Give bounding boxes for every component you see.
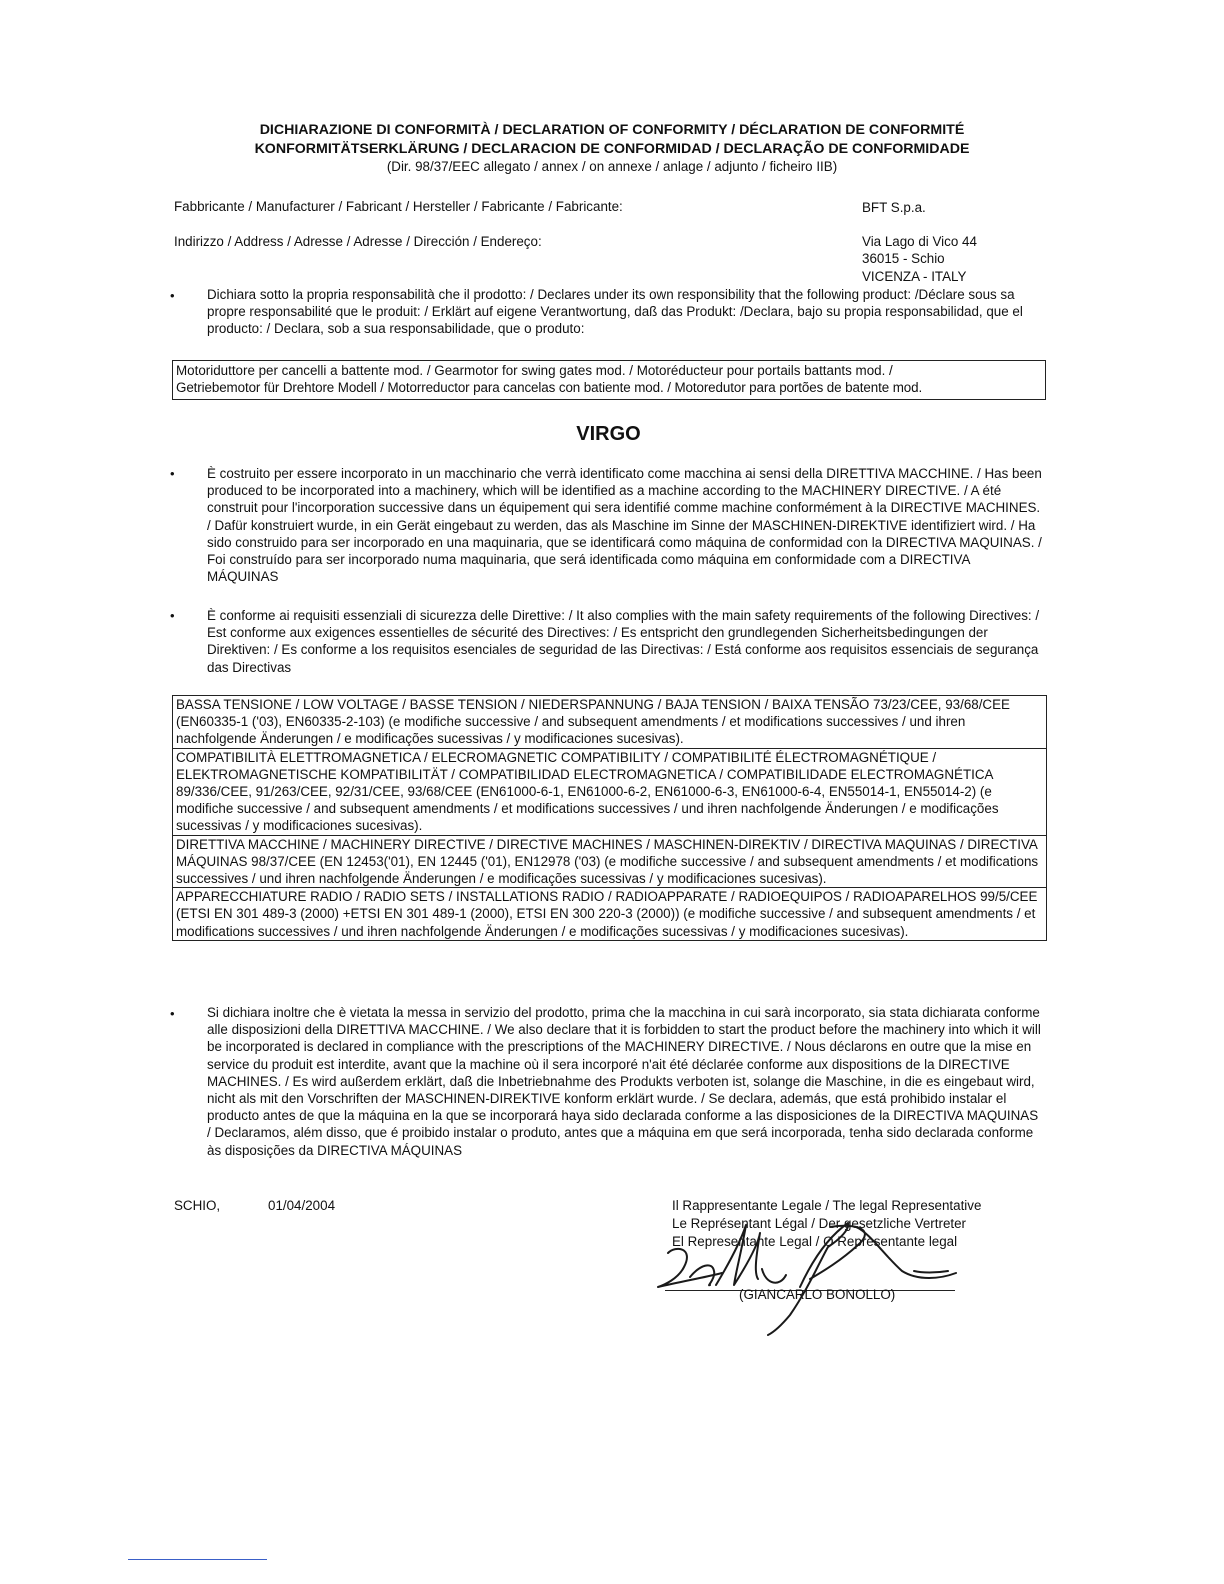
signer-name: (GIANCARLO BONOLLO) — [739, 1287, 896, 1302]
bottom-rule — [128, 1559, 267, 1560]
title-line-2: KONFORMITÄTSERKLÄRUNG / DECLARACION DE CONFORMIDAD / DECLARAÇÃO DE CONFORMIDADE — [254, 141, 970, 157]
directives-table — [172, 695, 1047, 941]
manufacturer-label: Fabbricante / Manufacturer / Fabricant / Hersteller / Fabricante / Fabricante: — [174, 199, 623, 214]
bullet: • — [170, 466, 175, 481]
title-line-1: DICHIARAZIONE DI CONFORMITÀ / DECLARATION OF CONFORMITY / DÉCLARATION DE CONFORMITÉ — [259, 122, 965, 138]
manufacturer-value: BFT S.p.a. — [862, 200, 926, 215]
signature-stroke — [856, 1227, 956, 1278]
title-line-3: (Dir. 98/37/EEC allegato / annex / on annexe / anlage / adjunto / ficheiro IIB) — [386, 159, 838, 174]
directive-low-voltage: BASSA TENSIONE / LOW VOLTAGE / BASSE TENSION / NIEDERSPANNUNG / BAJA TENSION / BAIXA TENSÃO 73/23/CEE, 93/68/CEE (EN60335-1 ('03), EN60335-2-103) (e modifiche successive / and subsequent amendments / et modifications successives / und ihren nachfolgende Änderungen / e modificações sucessivas / y modificaciones sucesivas). — [173, 696, 1046, 749]
date: 01/04/2004 — [268, 1198, 336, 1213]
complies-paragraph: È conforme ai requisiti essenziali di sicurezza delle Direttive: / It also complies with the main safety requirements of the following Directives: / Est conforme aux exigences essentielles de sécurité des Directives: / Es entspricht den grundlegenden Sicherheitsbedingungen der Direktiven: / Es conforme a los requisitos esenciales de seguridad de las Directivas: / Está conforme aos requisitos essenciais de segurança das Directivas — [207, 608, 1040, 675]
representative-line-3: El Representante Legal / O Representante legal — [672, 1234, 958, 1249]
address-line-1: Via Lago di Vico 44 — [862, 234, 977, 249]
directive-radio: APPARECCHIATURE RADIO / RADIO SETS / INSTALLATIONS RADIO / RADIOAPPARATE / RADIOEQUIPOS / RADIOAPARELHOS 99/5/CEE (ETSI EN 301 489-3 (2000) +ETSI EN 301 489-1 (2000), ETSI EN 300 220-3 (2000)) (e modifiche successive / and subsequent amendments / et modifications successives / und ihren nachfolgende Änderungen / e modificações sucessivas / y modificaciones sucesivas). — [176, 889, 1038, 939]
representative-line-2: Le Représentant Légal / Der gesetzliche Vertreter — [672, 1216, 967, 1231]
address-label: Indirizzo / Address / Adresse / Adresse / Dirección / Endereço: — [174, 234, 542, 249]
product-line-2: Getriebemotor für Drehtore Modell / Motorreductor para cancelas con batiente mod. / Motoredutor para portões de batente mod. — [176, 380, 923, 396]
product-line-1: Motoriduttore per cancelli a battente mod. / Gearmotor for swing gates mod. / Motoréducteur pour portails battants mod. / — [176, 363, 893, 378]
representative-line-1: Il Rappresentante Legale / The legal Representative — [672, 1198, 982, 1213]
prohibition-paragraph: Si dichiara inoltre che è vietata la messa in servizio del prodotto, prima che la macchina in cui sarà incorporato, sia stata dichiarata conforme alle disposizioni della DIRETTIVA MACCHINE. / We also declare that it is forbidden to start the product before the machinery into which it will be incorporated is declared in compliance with the prescriptions of the MACHINERY DIRECTIVE. / Nous déclarons en outre que la mise en service du produit est interdite, avant que la machine où il sera incorporé n'ait été déclarée conforme aux dispositions de la DIRECTIVE MACHINES. / Es wird außerdem erklärt, daß die Inbetriebnahme des Produkts verboten ist, solange die Maschine, in die es eingebaut wird, nicht als mit den Vorschriften der MASCHINEN-DIREKTIVE konform erklärt wurde. / Se declara, además, que está prohibido instalar el producto antes de que la máquina en la que se incorporará haya sido declarada conforme a las disposiciones de la DIRECTIVA MAQUINAS / Declaramos, além disso, que é proibido instalar o produto, antes que a máquina em que será incorporada, tenha sido declarada conforme às disposições da DIRECTIVA MÁQUINAS — [207, 1005, 1041, 1158]
model-name: VIRGO — [576, 423, 641, 445]
address-line-3: VICENZA - ITALY — [862, 269, 967, 284]
bullet: • — [170, 288, 175, 303]
signature-stroke — [762, 1269, 786, 1283]
address-line-2: 36015 - Schio — [862, 251, 945, 266]
directive-machinery: DIRETTIVA MACCHINE / MACHINERY DIRECTIVE / DIRECTIVE MACHINES / MASCHINEN-DIREKTIV / DIRECTIVA MAQUINAS / DIRECTIVA MÁQUINAS 98/37/CEE (EN 12453('01), EN 12445 ('01), EN12978 ('03) (e modifiche successive / and subsequent amendments / et modifications successives / und ihren nachfolgende Änderungen / e modificações sucessivas / y modificaciones sucesivas). — [173, 836, 1046, 889]
declares-paragraph: Dichiara sotto la propria responsabilità che il prodotto: / Declares under its own responsibility that the following product: /Déclare sous sa propre responsabilité que le produit: / Erklärt auf eigene Verantwortung, daß das Produkt: /Declara, bajo su propia responsabilidad, que el producto: / Declara, sob a sua responsabilidade, que o produto: — [207, 287, 1023, 337]
directive-emc: COMPATIBILITÀ ELETTROMAGNETICA / ELECROMAGNETIC COMPATIBILITY / COMPATIBILITÉ ÉLECTROMAGNÉTIQUE / ELEKTROMAGNETISCHE KOMPATIBILITÄT / COMPATIBILIDAD ELECTROMAGNETICA / COMPATIBILIDADE ELECTROMAGNÉTICA 89/336/CEE, 91/263/CEE, 92/31/CEE, 93/68/CEE (EN61000-6-1, EN61000-6-2, EN61000-6-3, EN61000-6-4, EN55014-1, EN55014-2) (e modifiche successive / and subsequent amendments / et modifications successives / und ihren nachfolgende Änderungen / e modificações sucessivas / y modificaciones sucesivas). — [173, 749, 1046, 836]
signature-stroke — [716, 1225, 760, 1285]
machinery-paragraph: È costruito per essere incorporato in un macchinario che verrà identificato come macchina ai sensi della DIRETTIVA MACCHINE. / Has been produced to be incorporated into a machinery, which will be identified as a machine according to the MACHINERY DIRECTIVE. / A été construit pour l'incorporation successive dans un équipement qui sera identifié comme machine conformément à la DIRECTIVE MACHINES. / Dafür konstruiert wurde, in ein Gerät eingebaut zu werden, das als Maschine im Sinne der MASCHINEN-DIREKTIVE identifiziert wird. / Ha sido construido para ser incorporado en una maquinaria, que se identificará como máquina de conformidad con la DIRECTIVA MAQUINAS. / Foi construído para ser incorporado numa maquinaria, que será identificada como máquina em conformidade com a DIRECTIVA MÁQUINAS — [207, 466, 1042, 585]
signature — [650, 1215, 970, 1340]
signature-stroke — [768, 1223, 848, 1335]
bullet: • — [170, 608, 175, 623]
product-box — [172, 360, 1046, 400]
bullet: • — [170, 1006, 175, 1021]
place: SCHIO, — [174, 1198, 221, 1213]
signature-stroke — [810, 1226, 865, 1279]
signature-stroke — [914, 1271, 948, 1273]
